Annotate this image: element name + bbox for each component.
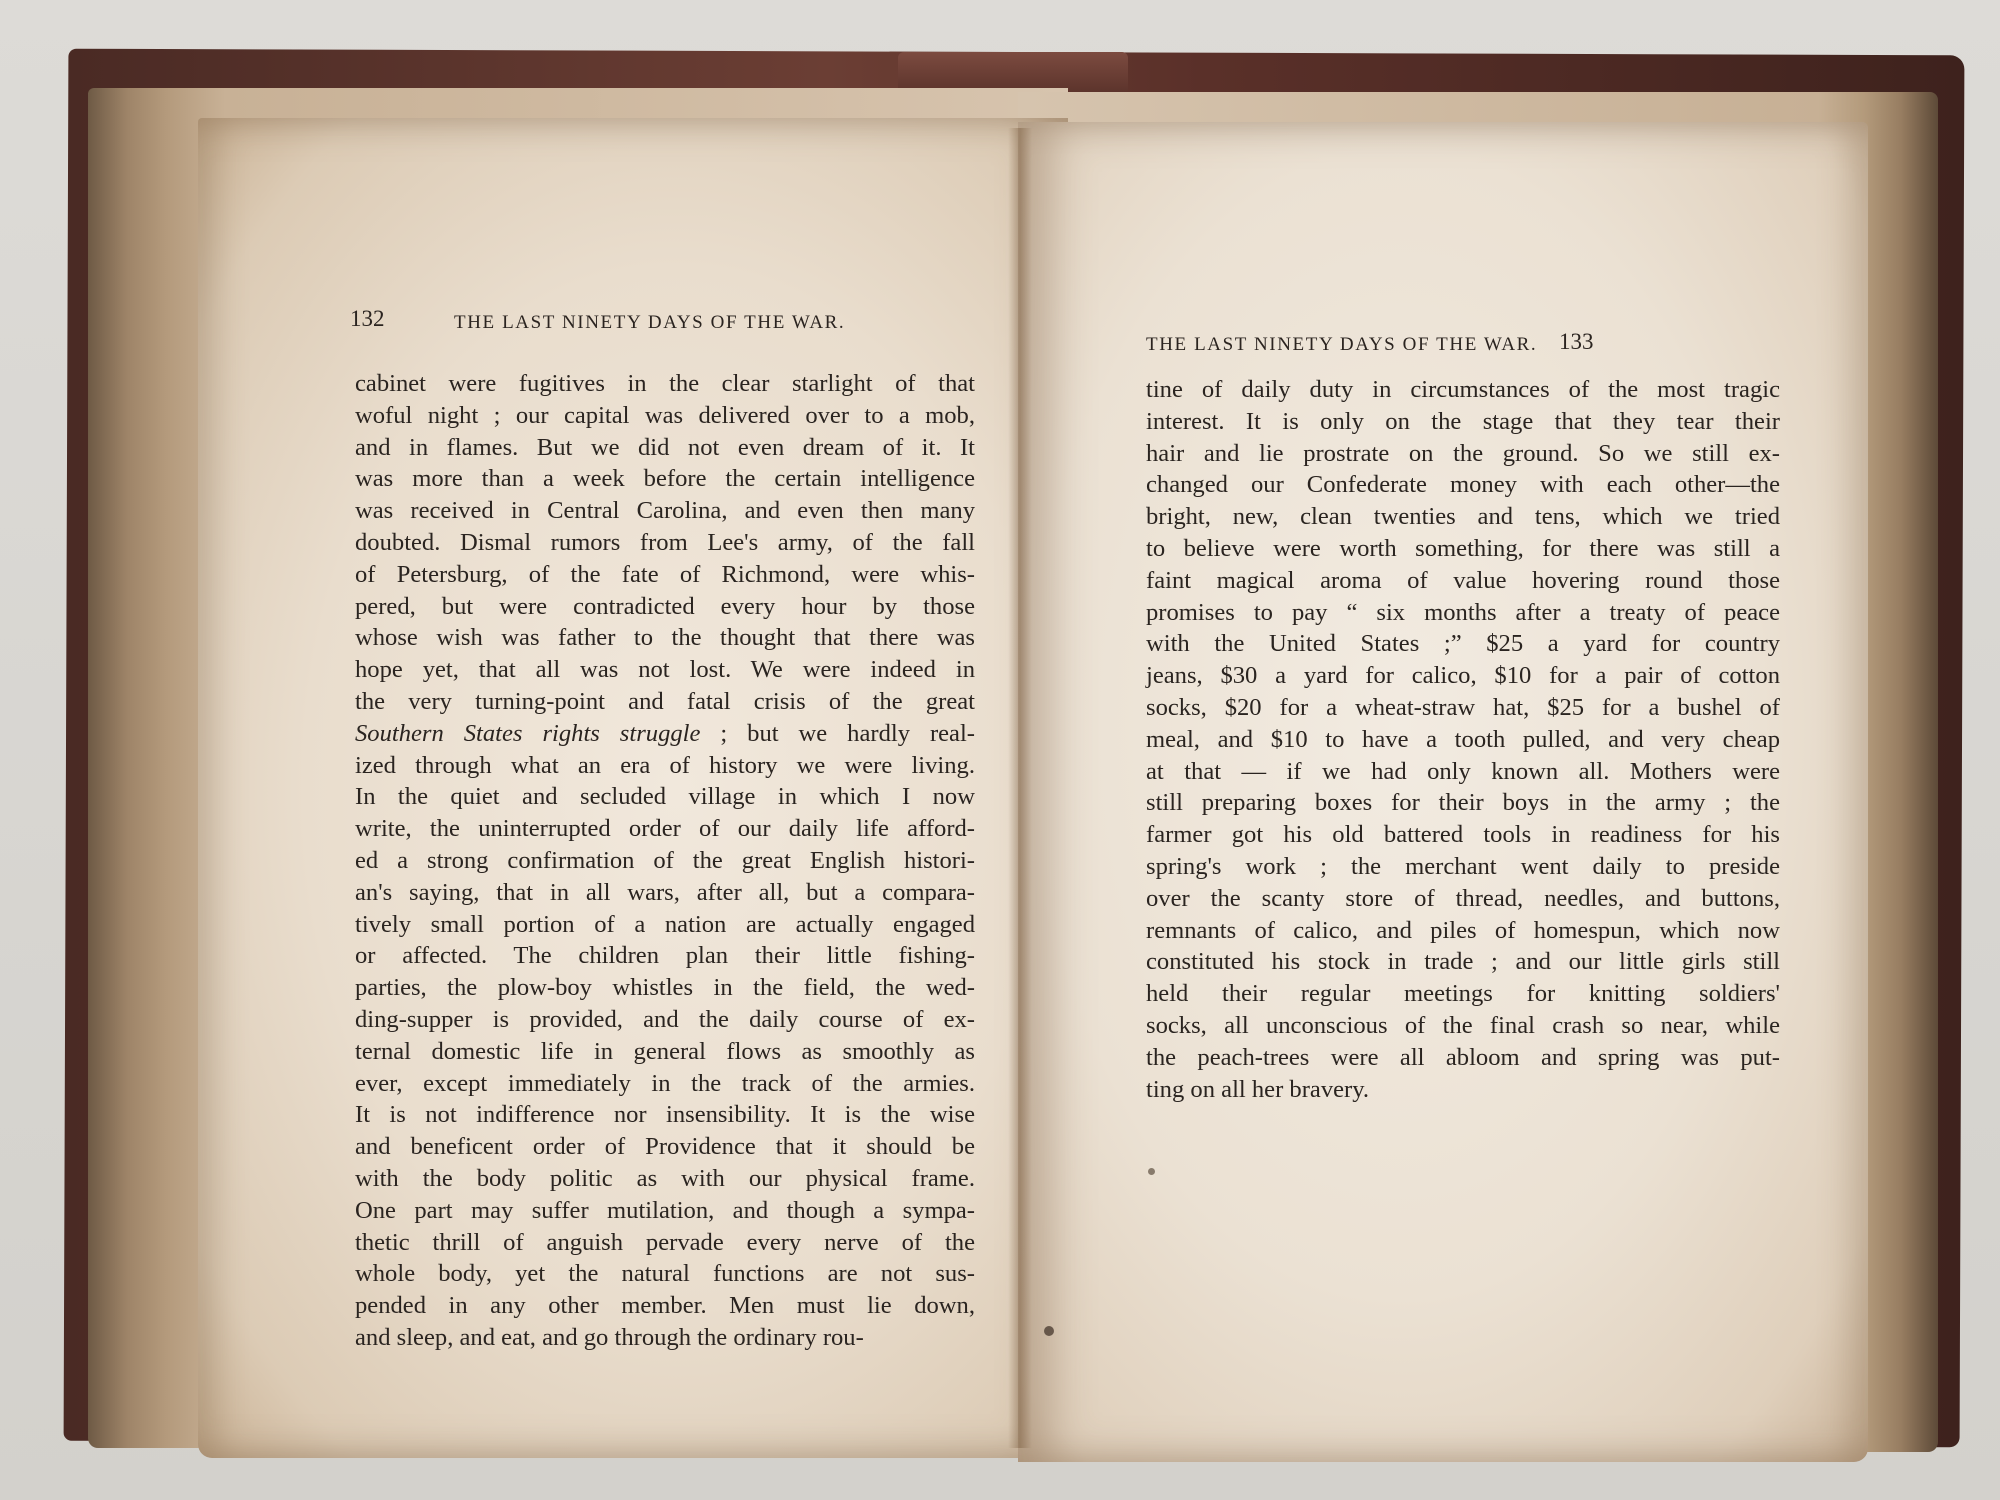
left-text-line: woful night ; our capital was delivered over to a mob, (355, 401, 975, 429)
left-text-line: ternal domestic life in general flows as smoothly as (355, 1037, 975, 1065)
right-text-line: changed our Confederate money with each other—the (1146, 471, 1780, 499)
left-text-line: ever, except immediately in the track of the armies. (355, 1069, 975, 1097)
left-text-line: ized through what an era of history we were living. (355, 751, 975, 779)
left-text-line: One part may suffer mutilation, and though a sympa- (355, 1196, 975, 1224)
left-text-line: ding-supper is provided, and the daily course of ex- (355, 1005, 975, 1033)
left-text-line: doubted. Dismal rumors from Lee's army, of the fall (355, 528, 975, 556)
left-text-line: whose wish was father to the thought that there was (355, 624, 975, 652)
left-text-line: the very turning-point and fatal crisis of the great (355, 687, 975, 715)
left-text-line: hope yet, that all was not lost. We were indeed in (355, 656, 975, 684)
left-text-line: Southern States rights struggle ; but we hardly real- (355, 719, 975, 747)
right-text-line: held their regular meetings for knitting soldiers' (1146, 980, 1780, 1008)
open-book (48, 48, 1968, 1468)
right-text-line: still preparing boxes for their boys in the army ; the (1146, 789, 1780, 817)
left-text-line: was more than a week before the certain intelligence (355, 465, 975, 493)
right-page-body (1146, 374, 1780, 1105)
left-text-line: parties, the plow-boy whistles in the field, the wed- (355, 974, 975, 1002)
right-text-line: remnants of calico, and piles of homespun, which now (1146, 916, 1780, 944)
left-text-line: write, the uninterrupted order of our daily life afford- (355, 815, 975, 843)
right-text-line: socks, $20 for a wheat-straw hat, $25 for a bushel of (1146, 693, 1780, 721)
right-text-line: over the scanty store of thread, needles, and buttons, (1146, 884, 1780, 912)
right-text-line: jeans, $30 a yard for calico, $10 for a pair of cotton (1146, 662, 1780, 690)
right-text-line: constituted his stock in trade ; and our little girls still (1146, 948, 1780, 976)
left-text-line: pered, but were contradicted every hour by those (355, 592, 975, 620)
ink-speck (1044, 1326, 1054, 1336)
left-running-header: THE LAST NINETY DAYS OF THE WAR. (454, 312, 846, 333)
left-text-line: cabinet were fugitives in the clear starlight of that (355, 370, 975, 397)
right-text-line: ting on all her bravery. (1146, 1075, 1370, 1103)
right-text-line: farmer got his old battered tools in readiness for his (1146, 821, 1780, 849)
right-text-line: hair and lie prostrate on the ground. So we still ex- (1146, 439, 1780, 467)
right-text-line: tine of daily duty in circumstances of the most tragic (1146, 376, 1780, 403)
left-text-line: ed a strong confirmation of the great English histori- (355, 846, 975, 874)
ink-speck (1148, 1168, 1155, 1175)
right-text-line: with the United States ;” $25 a yard for country (1146, 630, 1780, 658)
right-text-line: bright, new, clean twenties and tens, which we tried (1146, 503, 1780, 531)
right-text-line: meal, and $10 to have a tooth pulled, and very cheap (1146, 725, 1780, 753)
left-page (198, 118, 1068, 1458)
left-text-line: thetic thrill of anguish pervade every nerve of the (355, 1228, 975, 1256)
left-text-line: It is not indifference nor insensibility. It is the wise (355, 1101, 975, 1129)
book-gutter (1008, 128, 1032, 1448)
right-text-line: at that — if we had only known all. Mothers were (1146, 757, 1780, 785)
right-page-number: 133 (1559, 329, 1594, 354)
right-text-line: faint magical aroma of value hovering round those (1146, 566, 1780, 594)
right-text-line: interest. It is only on the stage that they tear their (1146, 407, 1780, 435)
left-text-line: was received in Central Carolina, and even then many (355, 497, 975, 525)
left-text-line: In the quiet and secluded village in which I now (355, 783, 975, 811)
left-text-line: of Petersburg, of the fate of Richmond, were whis- (355, 560, 975, 588)
left-text-line: with the body politic as with our physical frame. (355, 1164, 975, 1192)
right-text-line: to believe were worth something, for there was still a (1146, 534, 1780, 562)
right-text-line: promises to pay “ six months after a treaty of peace (1146, 598, 1780, 626)
left-text-line: or affected. The children plan their little fishing- (355, 942, 975, 970)
left-text-line: and in flames. But we did not even dream of it. It (355, 433, 975, 461)
left-text-line: and beneficent order of Providence that it should be (355, 1133, 975, 1161)
right-text-line: socks, all unconscious of the final crash so near, while (1146, 1011, 1780, 1039)
right-page (1018, 122, 1868, 1462)
left-page-body (355, 368, 975, 1354)
left-text-line: and sleep, and eat, and go through the ordinary rou- (355, 1323, 864, 1351)
left-text-line: whole body, yet the natural functions are not sus- (355, 1260, 975, 1288)
left-text-line: pended in any other member. Men must lie down, (355, 1292, 975, 1320)
right-text-line: the peach-trees were all abloom and spring was put- (1146, 1043, 1780, 1071)
right-running-header: THE LAST NINETY DAYS OF THE WAR. (1146, 334, 1538, 355)
right-text-line: spring's work ; the merchant went daily to preside (1146, 852, 1780, 880)
left-page-number: 132 (350, 306, 385, 331)
left-text-line: an's saying, that in all wars, after all, but a compara- (355, 878, 975, 906)
left-text-line: tively small portion of a nation are actually engaged (355, 910, 975, 938)
